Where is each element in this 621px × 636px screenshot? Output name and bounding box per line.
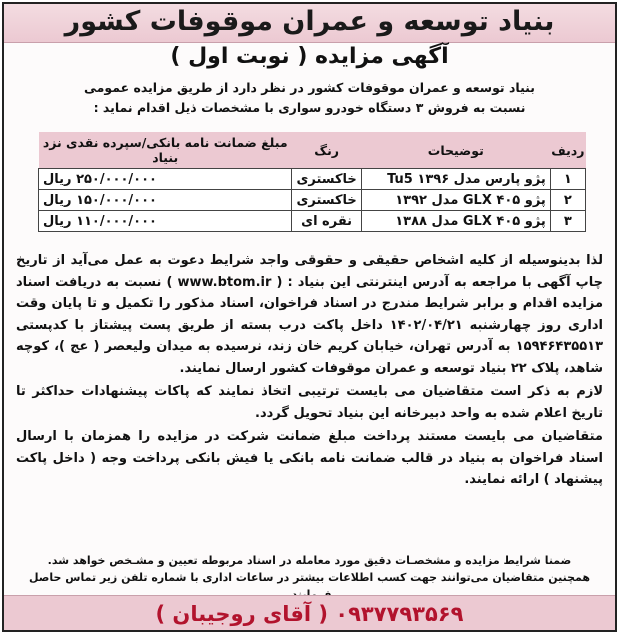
body-paragraph: متقاضیان می بایست مستند پرداخت مبلغ ضمانت شرکت در مزایده را همزمان با ارسال اسناد فراخوان به بنیاد در قالب ضمانت نامه بانکی یا فیش بانکی پرداخت وجه ( داخل پاکت پیشنهاد ) ارائه نمایند.	[16, 429, 603, 487]
header-index: ردیف	[550, 132, 585, 169]
table-row	[39, 190, 586, 211]
organization-title: بنیاد توسعه و عمران موقوفات کشور	[64, 6, 555, 37]
intro-line: نسبت به فروش ۳ دستگاه خودرو سواری با مشخصات ذیل اقدام نماید :	[93, 100, 526, 115]
headline: آگهی مزایده ( نوبت اول )	[170, 44, 449, 69]
body-paragraph: لذا بدینوسیله از کلیه اشخاص حقیقی و حقوقی واجد شرایط دعوت به عمل می‌آید از تاریخ چاپ آگهی با مراجعه به آدرس اینترنتی این بنیاد : ( www.btom.ir ) نسبت به دریافت اسناد مزایده اقدام و برابر شرایط مندرج در اسناد فراخوان، اسناد مذکور را تکمیل و تا پایان وقت اداری روز چهارشنبه ۱۴۰۲/۰۴/۲۱ داخل پاکت درب بسته از طریق پست پیشتاز با کدپستی ۱۵۹۴۶۴۳۵۵۱۳ به آدرس تهران، خیابان کریم خان زند، نرسیده به میدان ولیعصر ( عج )، کوچه شاهد، پلاک ۲۲ بنیاد توسعه و عمران موقوفات کشور ارسال نمایند.	[16, 253, 603, 376]
note-line: همچنین متقاضیان می‌توانند جهت کسب اطلاعات بیشتر در ساعات اداری با شماره تلفن زیر تماس حاصل	[28, 571, 591, 584]
row-color: نقره ای	[292, 211, 361, 232]
row-color: خاکستری	[292, 190, 361, 211]
table-row	[39, 169, 586, 190]
advertisement	[2, 2, 617, 632]
table-row	[39, 211, 586, 232]
intro-line: بنیاد توسعه و عمران موقوفات کشور در نظر دارد از طریق مزایده عمومی	[84, 80, 535, 95]
body-text	[16, 250, 603, 493]
row-index: ۱	[550, 169, 585, 190]
row-index: ۳	[550, 211, 585, 232]
intro	[24, 78, 595, 118]
row-amount: ۱۱۰/۰۰۰/۰۰۰ ریال	[39, 211, 292, 232]
row-description: پژو ۴۰۵ GLX مدل ۱۳۸۸	[361, 211, 550, 232]
row-color: خاکستری	[292, 169, 361, 190]
note-line: ضمنا شرایط مزایده و مشخصـات دقیق مورد معامله در اسناد مربوطه تعیین و مشـخص خواهد شد.	[47, 554, 572, 567]
contact-phone: ۰۹۳۷۷۹۳۵۶۹ ( آقای روجیبان )	[155, 602, 464, 626]
header-color: رنگ	[292, 132, 361, 169]
row-description: پژو پارس مدل ۱۳۹۶ Tu5	[361, 169, 550, 190]
row-amount: ۲۵۰/۰۰۰/۰۰۰ ریال	[39, 169, 292, 190]
row-description: پژو ۴۰۵ GLX مدل ۱۳۹۲	[361, 190, 550, 211]
vehicles-table	[38, 132, 586, 232]
header-description: توضیحات	[361, 132, 550, 169]
row-amount: ۱۵۰/۰۰۰/۰۰۰ ریال	[39, 190, 292, 211]
row-index: ۲	[550, 190, 585, 211]
body-paragraph: لازم به ذکر است متقاضیان می بایست ترتیبی اتخاذ نمایند که پاکات پیشنهادات حداکثر تا تاریخ اعلام شده به واحد دبیرخانه این بنیاد تحویل گردد.	[16, 384, 603, 421]
table-header-row	[39, 132, 586, 169]
header-amount: مبلغ ضمانت نامه بانکی/سپرده نقدی نزد بنیاد	[39, 132, 292, 169]
